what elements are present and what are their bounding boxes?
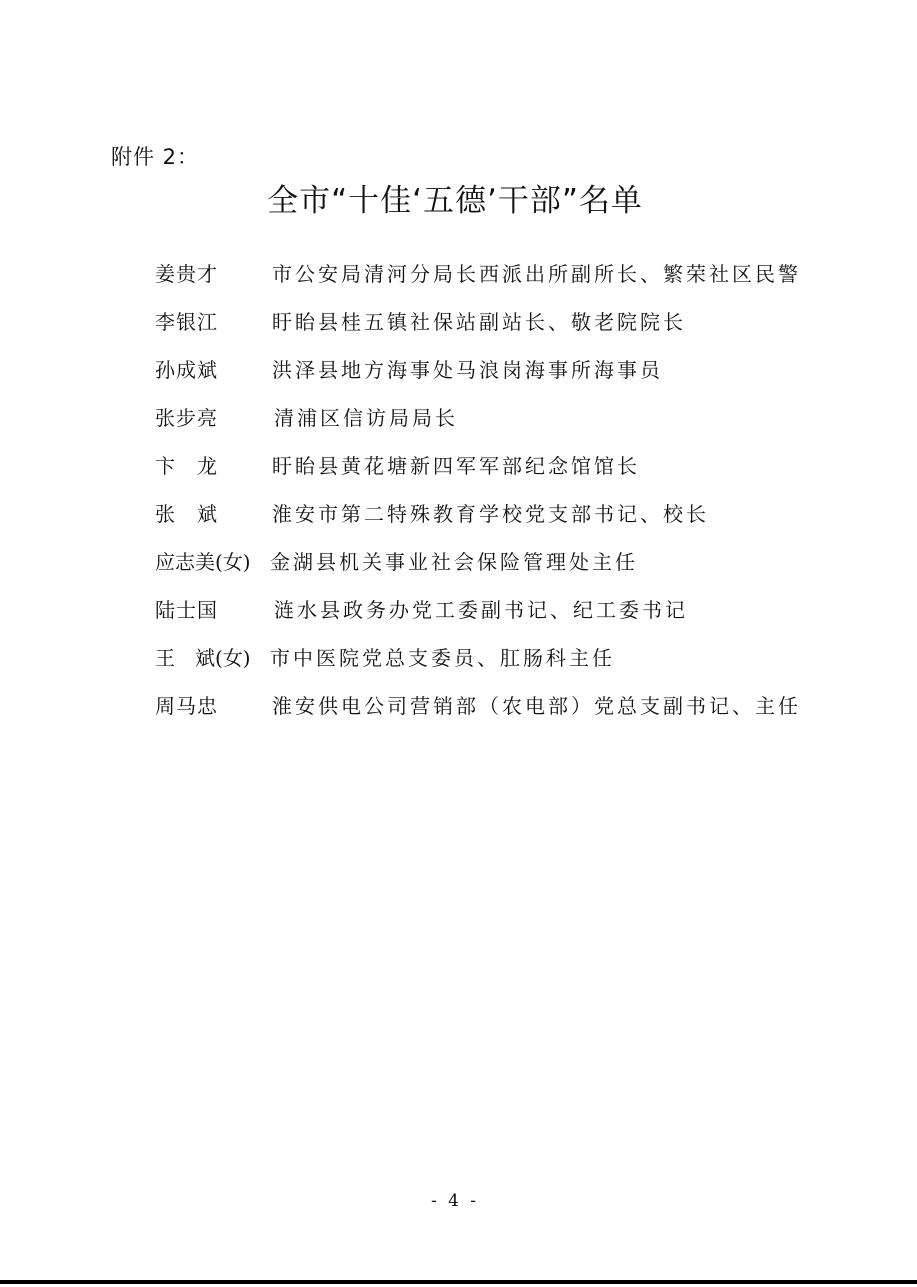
list-item [155,632,855,680]
list-item [155,536,855,584]
honoree-name: 陆士国 [155,597,218,622]
honoree-position: 盱眙县黄花塘新四军军部纪念馆馆长 [272,453,640,478]
list-item [155,680,855,728]
list-item [155,584,855,632]
honoree-position: 淮安供电公司营销部（农电部）党总支副书记、主任 [272,693,801,718]
document-title: 全市“十佳‘五德’干部”名单 [267,183,643,219]
honoree-name: 孙成斌 [155,357,218,382]
honoree-position: 市公安局清河分局长西派出所副所长、繁荣社区民警 [272,261,801,286]
honoree-name: 张 斌 [155,501,218,526]
honoree-name: 周马忠 [155,693,218,718]
honoree-position: 淮安市第二特殊教育学校党支部书记、校长 [272,501,709,526]
honoree-position: 盱眙县桂五镇社保站副站长、敬老院院长 [272,309,686,334]
honoree-position: 市中医院党总支委员、肛肠科主任 [270,645,615,670]
list-item [155,440,855,488]
list-item [155,344,855,392]
page-number: - 4 - [430,1191,480,1211]
list-item [155,392,855,440]
honoree-position: 涟水县政务办党工委副书记、纪工委书记 [274,597,688,622]
honoree-name: 姜贵才 [155,261,218,286]
honoree-list [155,248,855,728]
attachment-label: 附件 2： [111,145,200,169]
list-item [155,248,855,296]
honoree-position: 洪泽县地方海事处马浪岗海事所海事员 [272,357,663,382]
honoree-name: 李银江 [155,309,218,334]
honoree-name: 卞 龙 [155,453,218,478]
honoree-name: 应志美(女) [155,549,251,574]
honoree-name: 张步亮 [155,405,218,430]
list-item [155,296,855,344]
honoree-position: 金湖县机关事业社会保险管理处主任 [270,549,638,574]
bottom-divider [0,1280,917,1284]
list-item [155,488,855,536]
honoree-name: 王 斌(女) [155,645,251,670]
honoree-position: 清浦区信访局局长 [274,405,458,430]
